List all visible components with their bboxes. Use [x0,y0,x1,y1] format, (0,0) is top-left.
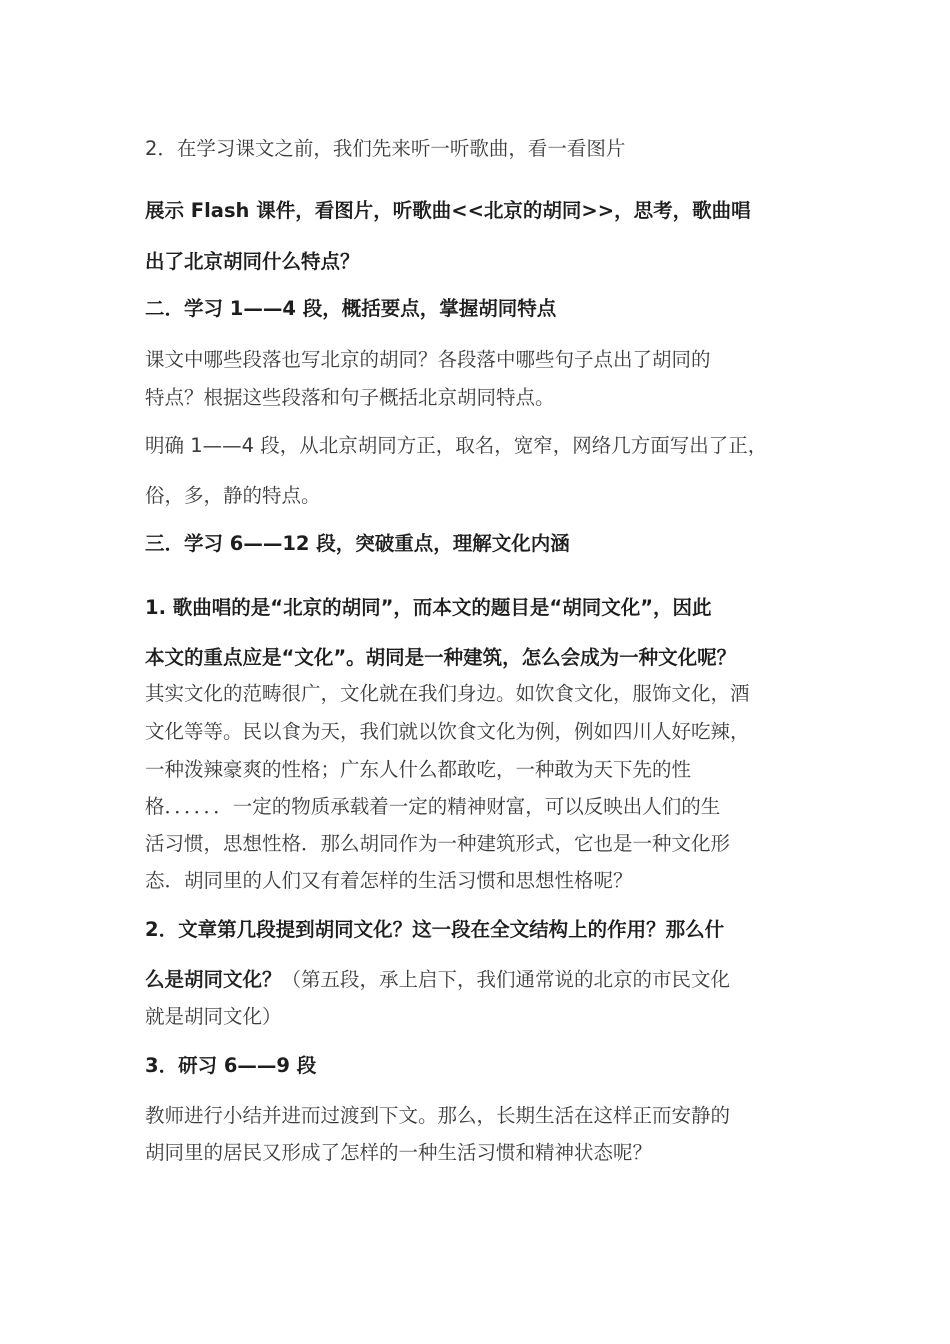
paragraph-line: 本文的重点应是“文化”。胡同是一种建筑，怎么会成为一种文化呢？ [145,646,737,669]
paragraph-line: 教师进行小结并进而过渡到下文。那么，长期生活在这样正而安静的 [145,1104,731,1127]
paragraph-line: 2．文章第几段提到胡同文化？这一段在全文结构上的作用？那么什 [145,918,725,941]
paragraph-line: 1. 歌曲唱的是“北京的胡同”，而本文的题目是“胡同文化”，因此 [145,596,712,619]
paragraph-line: 格．．．．．．一定的物质承载着一定的精神财富，可以反映出人们的生 [145,795,721,818]
paragraph-line: 一种泼辣豪爽的性格；广东人什么都敢吃，一种敢为天下先的性 [145,758,692,781]
paragraph-line: 展示 Flash 课件，看图片，听歌曲<<北京的胡同>>，思考，歌曲唱 [145,199,751,222]
section-heading: 三．学习 6——12 段，突破重点，理解文化内涵 [145,532,570,555]
paragraph-line: 出了北京胡同什么特点？ [145,250,360,273]
paragraph-line: 活习惯，思想性格．那么胡同作为一种建筑形式，它也是一种文化形 [145,832,731,855]
paragraph-line: 2．在学习课文之前，我们先来听一听歌曲，看一看图片 [145,137,626,160]
paragraph-line: 其实文化的范畴很广，文化就在我们身边。如饮食文化，服饰文化，酒 [145,682,750,705]
paragraph-line: 特点？根据这些段落和句子概括北京胡同特点。 [145,386,555,409]
section-heading: 二．学习 1——4 段，概括要点，掌握胡同特点 [145,297,557,320]
paragraph-line: 就是胡同文化） [145,1005,282,1028]
paragraph-line: 态．胡同里的人们又有着怎样的生活习惯和思想性格呢？ [145,869,633,892]
paragraph-line: 俗，多，静的特点。 [145,484,321,507]
paragraph-line: 明确 1——4 段，从北京胡同方正，取名，宽窄，网络几方面写出了正， [145,434,768,457]
paragraph-line: 胡同里的居民又形成了怎样的一种生活习惯和精神状态呢？ [145,1141,653,1164]
section-heading: 3．研习 6——9 段 [145,1054,317,1077]
paragraph-line [145,962,825,998]
answer-text: （第五段，承上启下，我们通常说的北京的市民文化 [281,968,731,991]
question-text: 么是胡同文化？ [145,968,282,991]
paragraph-line: 课文中哪些段落也写北京的胡同？各段落中哪些句子点出了胡同的 [145,348,711,371]
paragraph-line: 文化等等。民以食为天，我们就以饮食文化为例，例如四川人好吃辣， [145,720,750,743]
